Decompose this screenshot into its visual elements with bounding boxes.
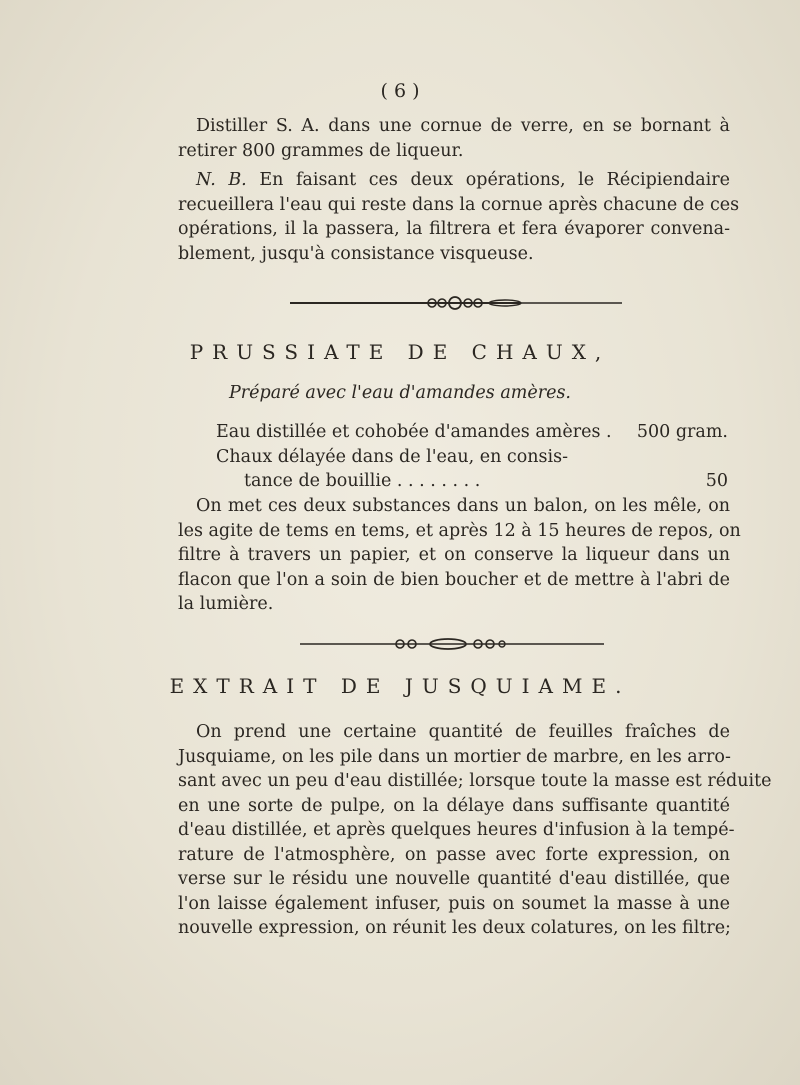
recipe-line [244, 469, 728, 493]
ingredient: Eau distillée et cohobée d'amandes amères . [216, 422, 612, 442]
text-line: d'eau distillée, et après quelques heures d'infusion à la tempé- [178, 820, 735, 840]
paragraph-method [178, 494, 741, 617]
recipe-line [216, 420, 728, 444]
paragraph-nota-bene [178, 168, 740, 266]
page-number: ( 6 ) [380, 80, 420, 102]
paragraph-jusquiame [178, 720, 772, 941]
text-line: flacon que l'on a soin de bien boucher et de mettre à l'abri de [178, 569, 730, 590]
text-line [178, 168, 730, 193]
text-line: sant avec un peu d'eau distillée; lorsque toute la masse est réduite [178, 771, 772, 791]
text-line: On met ces deux substances dans un balon, on les mêle, on [196, 496, 730, 516]
text-line: la lumière. [178, 594, 274, 614]
text-line: Jusquiame, on les pile dans un mortier de marbre, en les arro- [178, 746, 731, 767]
quantity: 50 [705, 471, 728, 491]
text-run: En faisant ces deux opérations, le Récipiendaire [259, 170, 730, 190]
ingredient: Chaux délayée dans de l'eau, en consis- [216, 447, 568, 467]
section-heading-prussiate: PRUSSIATE DE CHAUX, [189, 340, 611, 364]
text-line: Distiller S. A. dans une cornue de verre, en se bornant à [196, 116, 730, 136]
section-heading-jusquiame: EXTRAIT DE JUSQUIAME. [169, 674, 631, 698]
ornamental-rule [0, 295, 800, 311]
text-line: filtre à travers un papier, et on conserve la liqueur dans un [178, 545, 730, 565]
text-line: rature de l'atmosphère, on passe avec forte expression, on [178, 844, 730, 865]
nb-label: N. B. [196, 170, 247, 190]
section-subtitle: Préparé avec l'eau d'amandes amères. [229, 383, 571, 403]
text-line: nouvelle expression, on réunit les deux colatures, on les filtre; [178, 918, 731, 938]
ingredient: tance de bouillie . . . . . . . . [244, 471, 481, 491]
text-line: blement, jusqu'à consistance visqueuse. [178, 243, 534, 264]
text-line: les agite de tems en tems, et après 12 à 15 heures de repos, on [178, 520, 741, 541]
recipe-line [216, 445, 728, 469]
text-line: recueillera l'eau qui reste dans la cornue après chacune de ces [178, 194, 740, 215]
text-line: opérations, il la passera, la filtrera et fera évaporer convena- [178, 219, 730, 239]
text-line: verse sur le résidu une nouvelle quantité d'eau distillée, que [178, 869, 730, 889]
ornamental-rule [0, 636, 800, 652]
quantity: 500 gram. [636, 422, 728, 442]
text-line: l'on laisse également infuser, puis on soumet la masse à une [178, 893, 730, 914]
text-line: retirer 800 grammes de liqueur. [178, 140, 464, 161]
text-line: en une sorte de pulpe, on la délaye dans suffisante quantité [178, 795, 730, 816]
text-line: On prend une certaine quantité de feuilles fraîches de [196, 722, 730, 742]
paragraph-distiller [178, 114, 730, 163]
